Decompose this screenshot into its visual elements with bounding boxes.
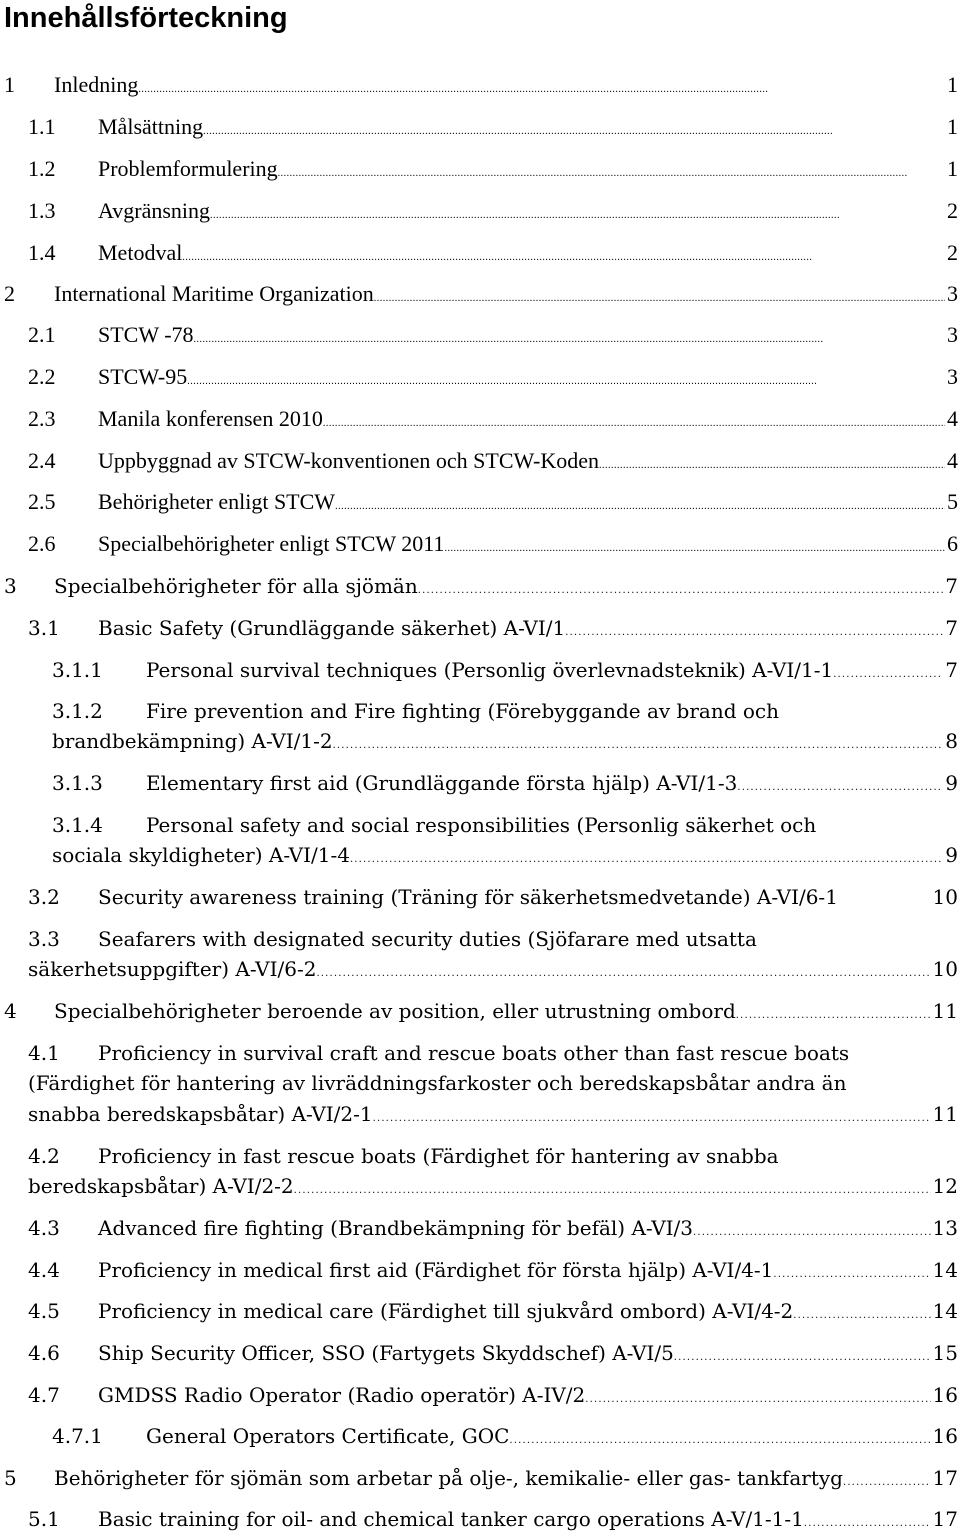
dot-leader: [294, 1171, 931, 1206]
toc-entry-page: 16: [932, 1424, 958, 1448]
toc-entry-title: STCW -78: [98, 322, 194, 347]
toc-entry-number: 1.3: [28, 198, 56, 223]
dot-leader: [833, 655, 943, 690]
toc-entry-page: 9: [945, 843, 958, 867]
toc-entry-number: 1.4: [28, 240, 56, 265]
dot-leader: [565, 613, 943, 648]
dot-leader: [333, 726, 944, 761]
toc-entry-title: STCW-95: [98, 364, 188, 389]
toc-entry-page: 10: [932, 885, 958, 909]
toc-entry-number: 2: [4, 281, 15, 306]
toc-entry-title: Uppbyggnad av STCW-konventionen och STCW-Koden: [98, 448, 600, 473]
toc-entry-title-continued: (Färdighet för hantering av livräddningsfarkoster och beredskapsbåtar andra än: [28, 1071, 847, 1095]
toc-entry-page: 16: [932, 1383, 958, 1407]
toc-entry-title: Behörigheter för sjömän som arbetar på olje-, kemikalie- eller gas- tankfartyg: [54, 1466, 843, 1490]
toc-entry-page: 6: [947, 531, 958, 556]
toc-entry-title: Specialbehörigheter för alla sjömän: [54, 574, 418, 598]
toc-entry-number: 5.1: [28, 1507, 60, 1531]
toc-entry-page: 11: [932, 999, 958, 1023]
dot-leader: [773, 1255, 930, 1290]
toc-entry-page: 8: [945, 729, 958, 753]
toc-entry-page: 3: [947, 281, 958, 306]
toc-entry-number: 5: [4, 1466, 17, 1490]
toc-entry-number: 4.3: [28, 1216, 60, 1240]
toc-entry-title: GMDSS Radio Operator (Radio operatör) A-IV/2: [98, 1383, 586, 1407]
dot-leader: [194, 320, 945, 355]
toc-entry-number: 1.1: [28, 114, 56, 139]
dot-leader: [418, 571, 944, 606]
toc-entry-page: 13: [932, 1216, 958, 1240]
toc-entry-title: Fire prevention and Fire fighting (Förebyggande av brand och: [146, 699, 780, 723]
toc-entry-title: Målsättning: [98, 114, 204, 139]
dot-leader: [374, 279, 945, 314]
toc-entry-title: Avgränsning: [98, 198, 211, 223]
toc-entry-number: 3.3: [28, 927, 60, 951]
dot-leader: [187, 362, 945, 397]
dot-leader: [138, 70, 945, 105]
toc-entry-title: Seafarers with designated security duties (Sjöfarare med utsatta: [98, 927, 757, 951]
dot-leader: [693, 1213, 931, 1248]
toc-entry-page: 5: [947, 489, 958, 514]
dot-leader: [509, 1421, 930, 1456]
toc-entry-number: 2.5: [28, 489, 56, 514]
toc-entry-title: Proficiency in survival craft and rescue boats other than fast rescue boats: [98, 1041, 850, 1065]
toc-entry-page: 1: [947, 114, 958, 139]
toc-entry-number: 4.5: [28, 1299, 60, 1323]
toc-entry-title: Proficiency in medical first aid (Färdighet för första hjälp) A-VI/4-1: [98, 1258, 774, 1282]
toc-entry-number: 3.1.4: [52, 813, 103, 837]
toc-entry-title: Proficiency in fast rescue boats (Färdighet för hantering av snabba: [98, 1144, 779, 1168]
toc-entry-title: Behörigheter enligt STCW: [98, 489, 336, 514]
toc-entry-page: 3: [947, 364, 958, 389]
dot-leader: [182, 238, 945, 273]
toc-entry-number: 3.1: [28, 616, 60, 640]
toc-entry-number: 2.3: [28, 406, 56, 431]
toc-entry-page: 2: [947, 240, 958, 265]
toc-entry-page: 4: [947, 406, 958, 431]
toc-entry-number: 2.4: [28, 448, 56, 473]
toc-entry-title: Manila konferensen 2010: [98, 406, 323, 431]
dot-leader: [210, 196, 945, 231]
toc-entry-title: Basic training for oil- and chemical tanker cargo operations A-V/1-1-1: [98, 1507, 804, 1531]
toc-entry-page: 2: [947, 198, 958, 223]
dot-leader: [585, 1380, 930, 1415]
toc-entry-page: 17: [932, 1507, 958, 1531]
toc-entry-page: 15: [932, 1341, 958, 1365]
toc-entry-title: Metodval: [98, 240, 183, 265]
toc-entry-title: Proficiency in medical care (Färdighet till sjukvård ombord) A-VI/4-2: [98, 1299, 794, 1323]
toc-entry-page: 3: [947, 322, 958, 347]
toc-entry-title: Inledning: [54, 72, 139, 97]
toc-entry-title-continued: brandbekämpning) A-VI/1-2: [52, 729, 333, 753]
dot-leader: [843, 1463, 931, 1498]
toc-entry-page: 17: [932, 1466, 958, 1490]
toc-entry-page: 12: [932, 1174, 958, 1198]
toc-entry-number: 4.7: [28, 1383, 60, 1407]
toc-entry-title: Elementary first aid (Grundläggande första hjälp) A-VI/1-3: [146, 771, 738, 795]
toc-entry-page: 4: [947, 448, 958, 473]
dot-leader: [444, 529, 945, 564]
toc-entry-title-continued: sociala skyldigheter) A-VI/1-4: [52, 843, 350, 867]
toc-entry-page: 7: [945, 574, 958, 598]
toc-entry-number: 4.1: [28, 1041, 60, 1065]
toc-entry-page: 10: [932, 957, 958, 981]
toc-entry-page: 7: [945, 658, 958, 682]
dot-leader: [599, 446, 945, 481]
toc-entry-number: 4.6: [28, 1341, 60, 1365]
toc-entry-page: 1: [947, 72, 958, 97]
dot-leader: [335, 487, 945, 522]
toc-entry-title: Personal safety and social responsibilities (Personlig säkerhet och: [146, 813, 817, 837]
dot-leader: [323, 404, 945, 439]
toc-entry-title: Basic Safety (Grundläggande säkerhet) A-VI/1: [98, 616, 566, 640]
toc-entry-number: 3: [4, 574, 17, 598]
dot-leader: [350, 840, 943, 875]
toc-entry-number: 4.4: [28, 1258, 60, 1282]
dot-leader: [203, 112, 945, 147]
toc-entry-number: 2.2: [28, 364, 56, 389]
dot-leader: [316, 954, 930, 989]
toc-entry-title-continued: säkerhetsuppgifter) A-VI/6-2: [28, 957, 317, 981]
toc-entry-title-continued: snabba beredskapsbåtar) A-VI/2-1: [28, 1102, 373, 1126]
toc-entry-page: 14: [932, 1299, 958, 1323]
toc-title: Innehållsförteckning: [4, 2, 288, 34]
toc-entry-page: 7: [945, 616, 958, 640]
toc-entry-title: Problemformulering: [98, 156, 278, 181]
toc-entry-title-continued: beredskapsbåtar) A-VI/2-2: [28, 1174, 294, 1198]
dot-leader: [373, 1099, 931, 1134]
dot-leader: [674, 1338, 931, 1373]
toc-entry-number: 3.1.2: [52, 699, 103, 723]
toc-entry-number: 3.2: [28, 885, 60, 909]
toc-entry-number: 3.1.3: [52, 771, 103, 795]
toc-entry-number: 1: [4, 72, 15, 97]
toc-entry-number: 2.6: [28, 531, 56, 556]
toc-entry-title: Personal survival techniques (Personlig överlevnadsteknik) A-VI/1-1: [146, 658, 834, 682]
toc-entry-title: Ship Security Officer, SSO (Fartygets Skyddschef) A-VI/5: [98, 1341, 674, 1365]
toc-entry-number: 4.7.1: [52, 1424, 103, 1448]
dot-leader: [793, 1296, 930, 1331]
toc-entry-title: Specialbehörigheter beroende av position, eller utrustning ombord: [54, 999, 736, 1023]
dot-leader: [278, 154, 945, 189]
dot-leader: [737, 768, 943, 803]
toc-entry-page: 1: [947, 156, 958, 181]
toc-entry-title: General Operators Certificate, GOC: [146, 1424, 510, 1448]
toc-entry-title: Advanced fire fighting (Brandbekämpning för befäl) A-VI/3: [98, 1216, 694, 1240]
toc-entry-page: 14: [932, 1258, 958, 1282]
toc-entry-number: 4.2: [28, 1144, 60, 1168]
toc-entry-number: 2.1: [28, 322, 56, 347]
toc-entry-number: 4: [4, 999, 17, 1023]
toc-entry-page: 11: [932, 1102, 958, 1126]
toc-entry-title: Security awareness training (Träning för säkerhetsmedvetande) A-VI/6-1: [98, 885, 838, 909]
dot-leader: [736, 996, 931, 1031]
toc-entry-title: International Maritime Organization: [54, 281, 374, 306]
toc-entry-number: 1.2: [28, 156, 56, 181]
toc-entry-page: 9: [945, 771, 958, 795]
toc-entry-number: 3.1.1: [52, 658, 103, 682]
toc-entry-title: Specialbehörigheter enligt STCW 2011: [98, 531, 445, 556]
